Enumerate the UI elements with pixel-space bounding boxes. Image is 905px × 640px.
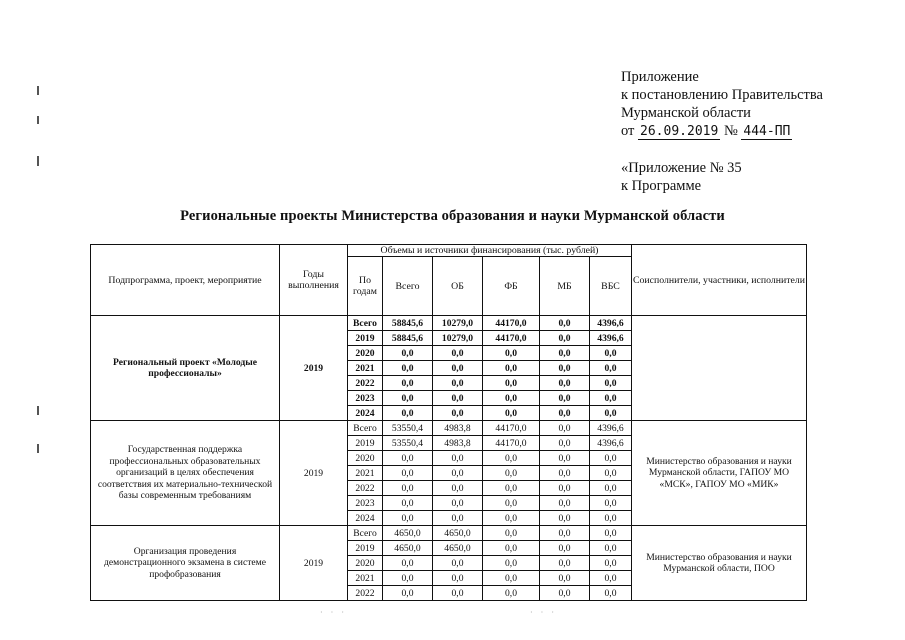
cell-fb: 44170,0: [483, 316, 540, 331]
cell-vbs: 4396,6: [590, 421, 632, 436]
cell-fb: 44170,0: [483, 331, 540, 346]
cell-total: 0,0: [383, 556, 433, 571]
attachment-line: Приложение: [621, 69, 699, 85]
cell-ob: 0,0: [433, 556, 483, 571]
row-year: 2022: [348, 376, 383, 391]
cell-vbs: 0,0: [590, 451, 632, 466]
cell-total: 0,0: [383, 571, 433, 586]
cell-fb: 0,0: [483, 466, 540, 481]
project-years: 2019: [280, 421, 348, 526]
cell-fb: 0,0: [483, 481, 540, 496]
cell-fb: 44170,0: [483, 421, 540, 436]
cell-vbs: 0,0: [590, 376, 632, 391]
cell-vbs: 0,0: [590, 586, 632, 601]
cell-total: 0,0: [383, 361, 433, 376]
header-vbs: ВБС: [590, 257, 632, 316]
cell-ob: 4650,0: [433, 526, 483, 541]
cell-mb: 0,0: [540, 466, 590, 481]
cell-mb: 0,0: [540, 541, 590, 556]
table-header: [91, 245, 807, 316]
cell-total: 0,0: [383, 586, 433, 601]
cell-ob: 0,0: [433, 361, 483, 376]
cell-mb: 0,0: [540, 331, 590, 346]
project-years: 2019: [280, 316, 348, 421]
attachment-line: «Приложение № 35: [621, 160, 742, 176]
cell-vbs: 0,0: [590, 526, 632, 541]
header-years: Годы выполнения: [280, 245, 348, 316]
attachment-line: к постановлению Правительства: [621, 87, 823, 103]
cell-ob: 4983,8: [433, 421, 483, 436]
cell-ob: 0,0: [433, 571, 483, 586]
cell-mb: 0,0: [540, 451, 590, 466]
cell-total: 0,0: [383, 451, 433, 466]
row-year: 2022: [348, 586, 383, 601]
date-value: 26.09.2019: [640, 124, 719, 139]
cell-vbs: 4396,6: [590, 316, 632, 331]
cell-mb: 0,0: [540, 421, 590, 436]
scan-mark: [37, 156, 39, 166]
header-subprogram: Подпрограмма, проект, мероприятие: [91, 245, 280, 316]
cell-mb: 0,0: [540, 556, 590, 571]
cell-fb: 0,0: [483, 541, 540, 556]
cell-vbs: 0,0: [590, 361, 632, 376]
row-year: 2024: [348, 511, 383, 526]
row-year: 2024: [348, 406, 383, 421]
cell-total: 4650,0: [383, 526, 433, 541]
cell-mb: 0,0: [540, 481, 590, 496]
scan-mark: [37, 444, 39, 453]
cell-fb: 0,0: [483, 346, 540, 361]
cell-vbs: 0,0: [590, 541, 632, 556]
cell-total: 0,0: [383, 481, 433, 496]
cell-ob: 10279,0: [433, 331, 483, 346]
cell-mb: 0,0: [540, 376, 590, 391]
cell-vbs: 0,0: [590, 466, 632, 481]
cell-ob: 0,0: [433, 586, 483, 601]
projects-table: [90, 244, 807, 601]
header-by-years: По годам: [348, 257, 383, 316]
cell-fb: 0,0: [483, 511, 540, 526]
cell-mb: 0,0: [540, 361, 590, 376]
scan-noise: · · ·: [530, 608, 557, 617]
row-year: 2020: [348, 556, 383, 571]
cell-vbs: 0,0: [590, 346, 632, 361]
row-year: 2019: [348, 541, 383, 556]
scan-mark: [37, 116, 39, 124]
attachment-line: Мурманской области: [621, 105, 751, 121]
number-sign: №: [723, 123, 738, 139]
cell-total: 0,0: [383, 466, 433, 481]
cell-ob: 0,0: [433, 496, 483, 511]
cell-total: 0,0: [383, 376, 433, 391]
cell-total: 0,0: [383, 406, 433, 421]
cell-mb: 0,0: [540, 346, 590, 361]
scan-mark: [37, 406, 39, 415]
row-year: 2021: [348, 571, 383, 586]
cell-fb: 44170,0: [483, 436, 540, 451]
header-ob: ОБ: [433, 257, 483, 316]
cell-fb: 0,0: [483, 556, 540, 571]
cell-mb: 0,0: [540, 526, 590, 541]
attachment-block: [621, 68, 823, 195]
cell-ob: 0,0: [433, 451, 483, 466]
scan-noise: · · ·: [320, 608, 347, 617]
cell-ob: 0,0: [433, 406, 483, 421]
cell-fb: 0,0: [483, 586, 540, 601]
cell-mb: 0,0: [540, 436, 590, 451]
row-year: Всего: [348, 526, 383, 541]
project-executors: Министерство образования и науки Мурманской области, ГАПОУ МО «МСК», ГАПОУ МО «МИК»: [632, 421, 807, 526]
cell-ob: 0,0: [433, 376, 483, 391]
cell-fb: 0,0: [483, 406, 540, 421]
cell-mb: 0,0: [540, 496, 590, 511]
cell-mb: 0,0: [540, 511, 590, 526]
header-executors: Соисполнители, участники, исполнители: [632, 245, 807, 316]
row-year: Всего: [348, 421, 383, 436]
cell-vbs: 0,0: [590, 511, 632, 526]
cell-fb: 0,0: [483, 571, 540, 586]
cell-total: 0,0: [383, 511, 433, 526]
cell-vbs: 4396,6: [590, 436, 632, 451]
cell-total: 4650,0: [383, 541, 433, 556]
cell-total: 58845,6: [383, 316, 433, 331]
cell-vbs: 0,0: [590, 406, 632, 421]
row-year: 2021: [348, 466, 383, 481]
cell-vbs: 0,0: [590, 496, 632, 511]
cell-vbs: 0,0: [590, 571, 632, 586]
cell-fb: 0,0: [483, 451, 540, 466]
cell-fb: 0,0: [483, 391, 540, 406]
cell-total: 53550,4: [383, 421, 433, 436]
cell-ob: 0,0: [433, 346, 483, 361]
table-row: [91, 316, 807, 331]
project-name: Государственная поддержка профессиональных образовательных организаций в целях обеспечения соответствия их материально-технической базы современным требованиям: [91, 421, 280, 526]
scan-mark: [37, 86, 39, 95]
row-year: 2019: [348, 331, 383, 346]
attachment-line: к Программе: [621, 178, 702, 194]
attachment-date-line: [621, 122, 823, 141]
number-value: 444-ПП: [743, 124, 791, 139]
project-name: Организация проведения демонстрационного экзамена в системе профобразования: [91, 526, 280, 601]
project-executors: [632, 316, 807, 421]
cell-vbs: 0,0: [590, 556, 632, 571]
cell-fb: 0,0: [483, 526, 540, 541]
table-row: [91, 526, 807, 541]
project-block: [91, 316, 807, 421]
row-year: 2022: [348, 481, 383, 496]
project-years: 2019: [280, 526, 348, 601]
cell-vbs: 0,0: [590, 391, 632, 406]
project-block: [91, 421, 807, 526]
cell-total: 0,0: [383, 346, 433, 361]
project-name: Региональный проект «Молодые профессионалы»: [91, 316, 280, 421]
cell-mb: 0,0: [540, 571, 590, 586]
cell-ob: 0,0: [433, 391, 483, 406]
cell-ob: 4650,0: [433, 541, 483, 556]
cell-fb: 0,0: [483, 361, 540, 376]
cell-fb: 0,0: [483, 496, 540, 511]
row-year: 2023: [348, 391, 383, 406]
cell-ob: 0,0: [433, 466, 483, 481]
row-year: 2023: [348, 496, 383, 511]
cell-ob: 0,0: [433, 481, 483, 496]
document-title: Региональные проекты Министерства образования и науки Мурманской области: [180, 208, 725, 224]
header-mb: МБ: [540, 257, 590, 316]
cell-mb: 0,0: [540, 316, 590, 331]
project-block: [91, 526, 807, 601]
row-year: 2021: [348, 361, 383, 376]
cell-ob: 0,0: [433, 511, 483, 526]
cell-ob: 4983,8: [433, 436, 483, 451]
header-total: Всего: [383, 257, 433, 316]
table-row: [91, 421, 807, 436]
cell-fb: 0,0: [483, 376, 540, 391]
header-funding-group: Объемы и источники финансирования (тыс. рублей): [348, 245, 632, 257]
cell-total: 0,0: [383, 391, 433, 406]
date-prefix: от: [621, 123, 635, 139]
header-fb: ФБ: [483, 257, 540, 316]
project-executors: Министерство образования и науки Мурманской области, ПОО: [632, 526, 807, 601]
cell-total: 0,0: [383, 496, 433, 511]
cell-mb: 0,0: [540, 586, 590, 601]
row-year: Всего: [348, 316, 383, 331]
cell-mb: 0,0: [540, 406, 590, 421]
cell-mb: 0,0: [540, 391, 590, 406]
cell-vbs: 4396,6: [590, 331, 632, 346]
cell-ob: 10279,0: [433, 316, 483, 331]
row-year: 2019: [348, 436, 383, 451]
cell-total: 58845,6: [383, 331, 433, 346]
cell-vbs: 0,0: [590, 481, 632, 496]
row-year: 2020: [348, 346, 383, 361]
cell-total: 53550,4: [383, 436, 433, 451]
row-year: 2020: [348, 451, 383, 466]
